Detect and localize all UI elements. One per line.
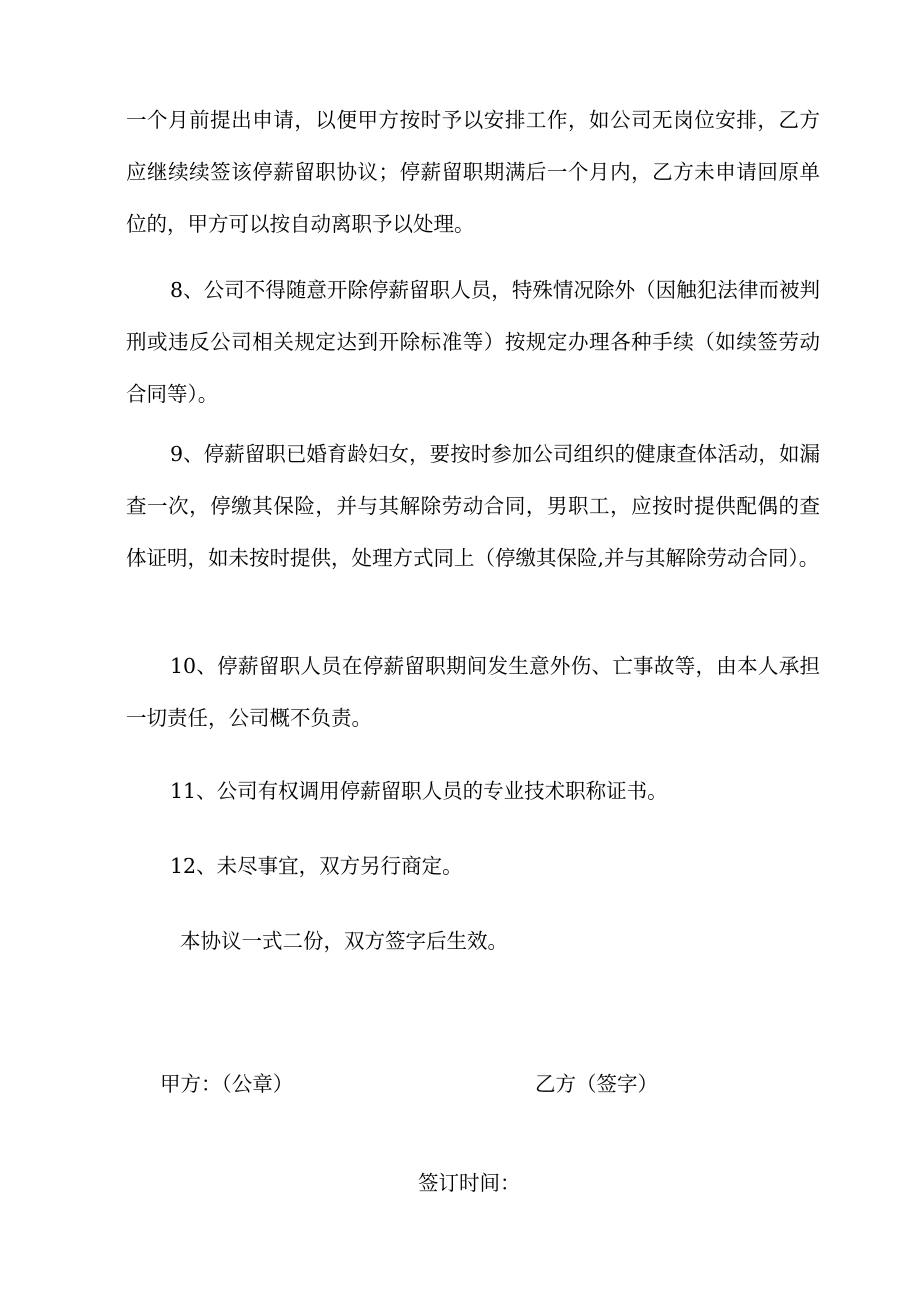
paragraph-item-10: 10、停薪留职人员在停薪留职期间发生意外伤、亡事故等，由本人承担一切责任，公司概不负责。 — [126, 654, 820, 730]
paragraph-item-9: 9、停薪留职已婚育龄妇女，要按时参加公司组织的健康查体活动，如漏查一次，停缴其保险，并与其解除劳动合同，男职工，应按时提供配偶的查体证明，如未按时提供，处理方式同上（停缴其保险,并与其解除劳动合同）。 — [126, 442, 820, 570]
paragraph-closing: 本协议一式二份，双方签字后生效。 — [180, 929, 508, 953]
paragraph-item-12: 12、未尽事宜，双方另行商定。 — [170, 854, 463, 878]
paragraph-item-11: 11、公司有权调用停薪留职人员的专业技术职称证书。 — [170, 779, 668, 803]
signature-party-a: 甲方：（公章） — [160, 1072, 294, 1096]
paragraph-continuation: 一个月前提出申请，以便甲方按时予以安排工作，如公司无岗位安排，乙方应继续续签该停薪留职协议；停薪留职期满后一个月内，乙方未申请回原单位的，甲方可以按自动离职予以处理。 — [126, 108, 820, 236]
signature-party-b: 乙方（签字） — [535, 1072, 658, 1096]
signing-date-label: 签订时间： — [418, 1171, 521, 1195]
paragraph-item-8: 8、公司不得随意开除停薪留职人员，特殊情况除外（因触犯法律而被判刑或违反公司相关规定达到开除标准等）按规定办理各种手续（如续签劳动合同等）。 — [126, 278, 820, 406]
